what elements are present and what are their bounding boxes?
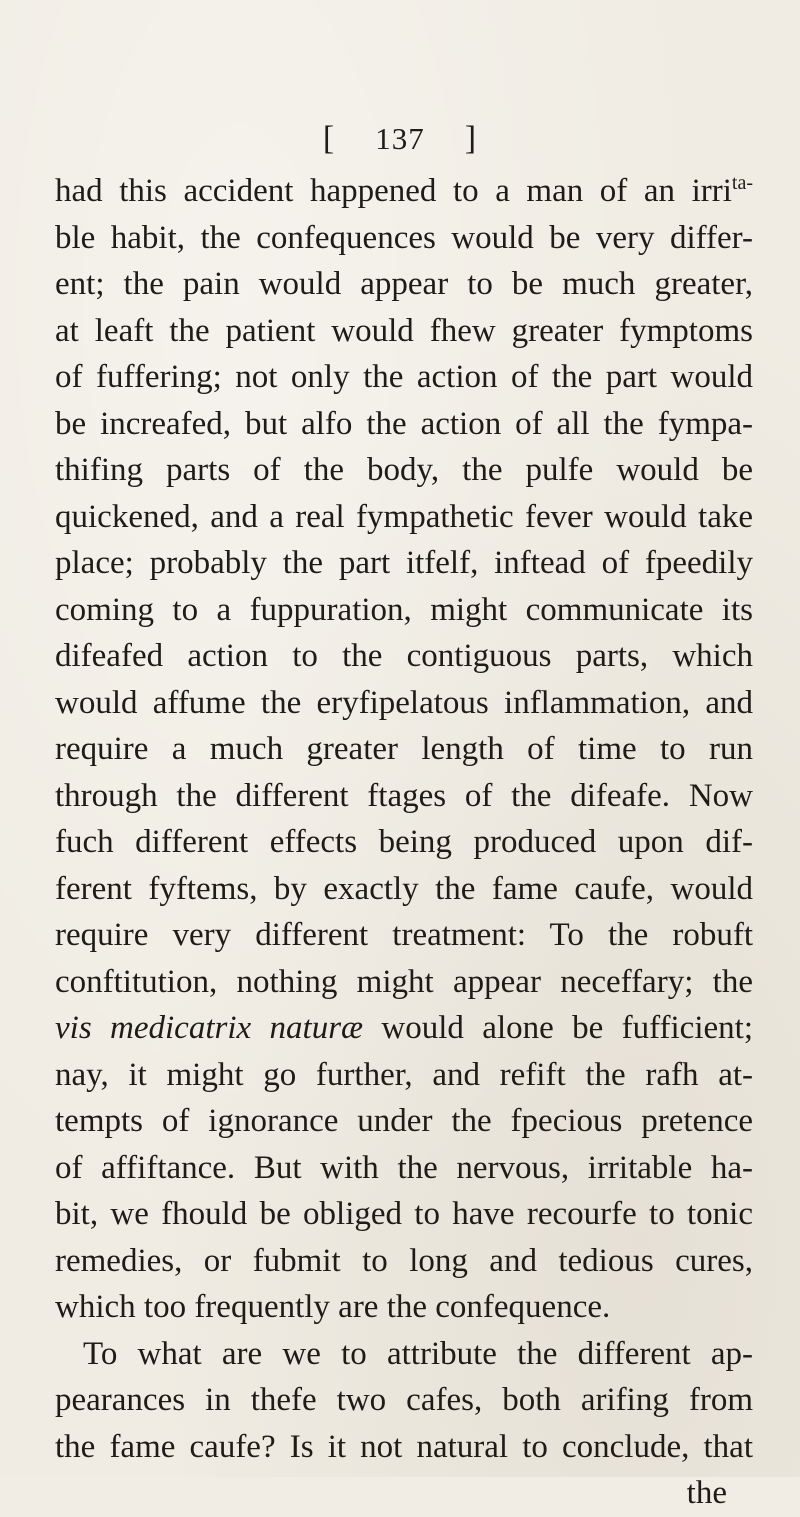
catchword: the [686,1475,727,1511]
text-line: fuch different effects being produced upon dif- [55,824,753,860]
page-header [0,120,800,158]
body-text [55,168,753,1517]
text-line: tempts of ignorance under the fpecious pretence [55,1103,753,1139]
text-line: at leaft the patient would fhew greater fymptoms [55,312,753,349]
text-line: vis medicatrix naturæ would alone be fufficient; [55,1010,753,1046]
text-line: which too frequently are the confequence. [55,1289,611,1325]
text-line: had this accident happened to a man of an irri$^{ta-}$ [55,172,753,209]
text-line: quickened, and a real fympathetic fever would take [55,498,753,535]
header-close-bracket: ] [464,120,478,157]
text-line: bit, we fhould be obliged to have recourfe to tonic [55,1196,753,1232]
latin-phrase: vis medicatrix naturæ [55,1010,364,1046]
text-line: nay, it might go further, and refift the rafh at- [55,1056,753,1093]
text-line: the fame caufe? Is it not natural to conclude, that [55,1428,753,1465]
text-line: ferent fyftems, by exactly the fame caufe, would [55,870,753,907]
text-line: conftitution, nothing might appear neceffary; the [55,963,753,1000]
page-number: 137 [375,121,425,156]
text-line: require very different treatment: To the robuft [55,917,753,953]
text-line: pearances in thefe two cafes, both arifing from [55,1382,753,1418]
text-line: ent; the pain would appear to be much greater, [55,266,753,302]
text-line: require a much greater length of time to run [55,731,753,767]
text-line: ble habit, the confequences would be very differ- [55,219,753,256]
text-line: coming to a fuppuration, might communicate its [55,591,753,628]
line-superscript: ta- [731,172,753,194]
text-line: place; probably the part itfelf, inftead of fpeedily [55,545,753,581]
text-line: of affiftance. But with the nervous, irritable ha- [55,1149,753,1186]
text-line: To what are we to attribute the different ap- [83,1335,753,1372]
text-line: of fuffering; not only the action of the part would [55,359,753,395]
text-line: would affume the eryfipelatous inflammation, and [55,684,753,721]
text-line: difeafed action to the contiguous parts, which [55,638,753,674]
text-line: remedies, or fubmit to long and tedious cures, [55,1242,753,1279]
header-open-bracket: [ [322,120,336,157]
text-line: be increafed, but alfo the action of all the fympa- [55,405,753,442]
text-line: through the different ftages of the difeafe. Now [55,777,753,814]
text-line: thifing parts of the body, the pulfe would be [55,452,753,488]
